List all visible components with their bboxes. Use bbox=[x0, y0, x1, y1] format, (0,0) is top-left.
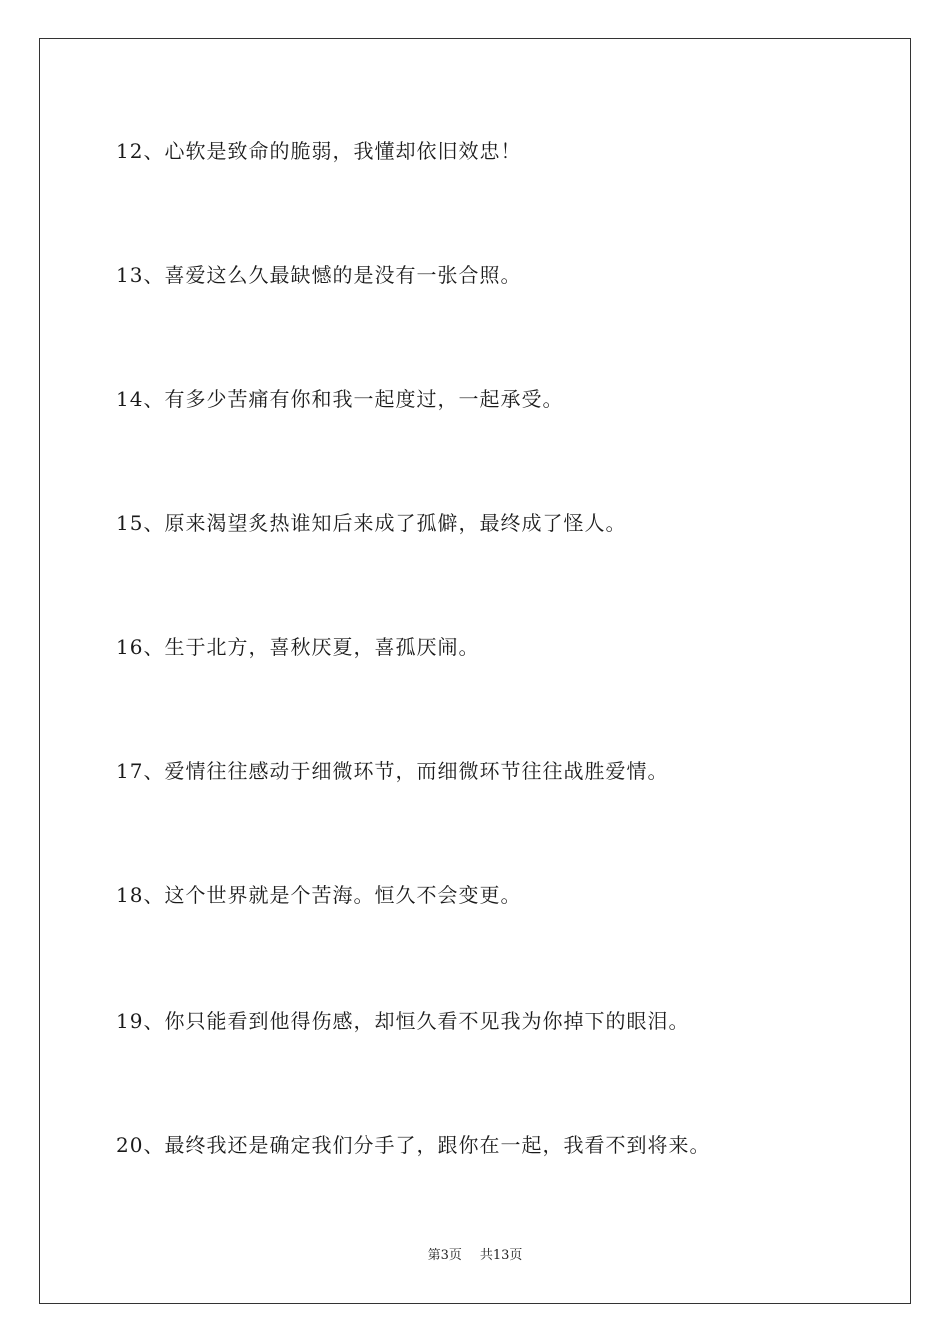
entry-16: 16、生于北方，喜秋厌夏，喜孤厌闹。 bbox=[116, 635, 480, 659]
entry-17: 17、爱情往往感动于细微环节，而细微环节往往战胜爱情。 bbox=[116, 759, 669, 783]
entry-12: 12、心软是致命的脆弱，我懂却依旧效忠！ bbox=[116, 139, 522, 163]
entry-15: 15、原来渴望炙热谁知后来成了孤僻，最终成了怪人。 bbox=[116, 511, 627, 535]
page-total: 共13页 bbox=[479, 1248, 523, 1263]
page-number: 第3页 bbox=[427, 1248, 462, 1263]
entry-20: 20、最终我还是确定我们分手了，跟你在一起，我看不到将来。 bbox=[116, 1133, 711, 1157]
entry-14: 14、有多少苦痛有你和我一起度过，一起承受。 bbox=[116, 387, 564, 411]
page-border bbox=[39, 38, 911, 1304]
entry-18: 18、这个世界就是个苦海。恒久不会变更。 bbox=[116, 883, 522, 907]
page-footer bbox=[0, 1248, 950, 1264]
entry-13: 13、喜爱这么久最缺憾的是没有一张合照。 bbox=[116, 263, 522, 287]
entry-19: 19、你只能看到他得伤感，却恒久看不见我为你掉下的眼泪。 bbox=[116, 1009, 690, 1033]
